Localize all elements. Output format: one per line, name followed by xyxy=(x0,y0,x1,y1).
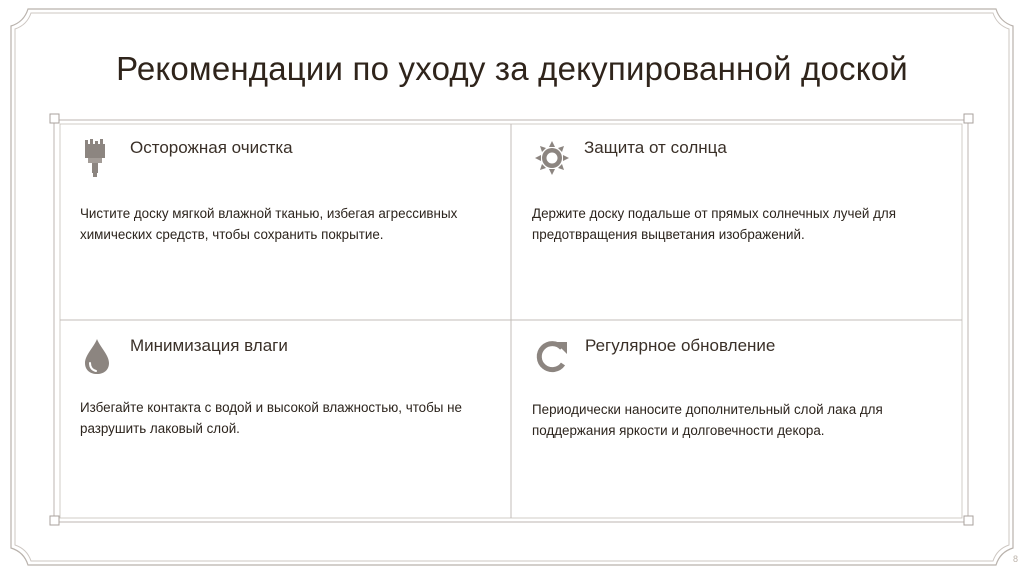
card-sun-protection xyxy=(532,138,952,308)
card-careful-cleaning xyxy=(80,138,500,308)
card-text: Периодически наносите дополнительный слой лака для поддержания яркости и долговечности декора. xyxy=(532,402,883,438)
page-title: Рекомендации по уходу за декупированной доской xyxy=(116,50,908,87)
card-moisture-minimization xyxy=(80,336,500,506)
card-heading: Минимизация влаги xyxy=(130,336,288,355)
brush-icon xyxy=(80,138,120,178)
card-heading: Защита от солнца xyxy=(584,138,727,157)
page-number: 8 xyxy=(1012,554,1018,564)
card-text: Держите доску подальше от прямых солнечных лучей для предотвращения выцветания изображений. xyxy=(532,206,896,242)
refresh-icon xyxy=(532,336,572,376)
water-drop-icon xyxy=(80,336,120,376)
card-regular-renewal xyxy=(532,336,952,506)
sun-icon xyxy=(532,138,572,178)
card-heading: Осторожная очистка xyxy=(130,138,293,157)
card-heading: Регулярное обновление xyxy=(585,336,776,355)
card-text: Избегайте контакта с водой и высокой влажностью, чтобы не разрушить лаковый слой. xyxy=(80,400,462,436)
card-text: Чистите доску мягкой влажной тканью, избегая агрессивных химических средств, чтобы сохранить покрытие. xyxy=(80,206,458,242)
